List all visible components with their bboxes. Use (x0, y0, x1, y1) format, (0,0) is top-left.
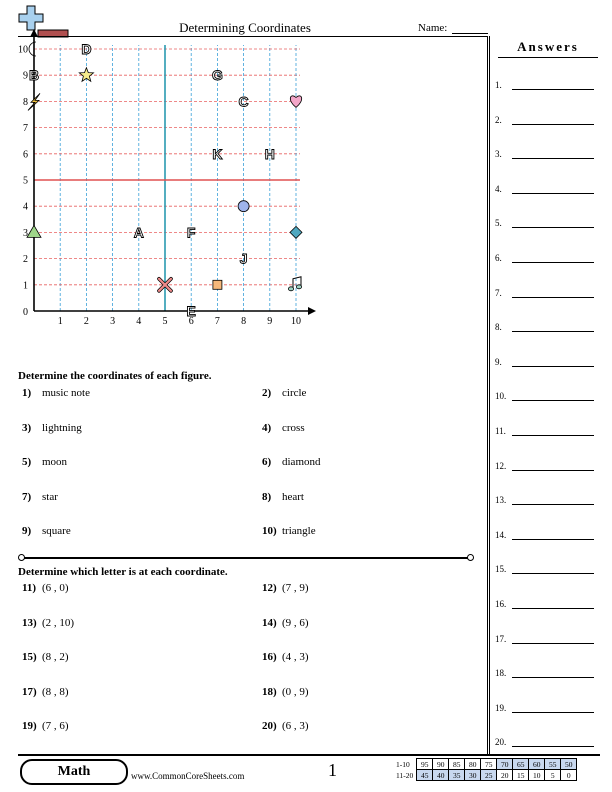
answer-field[interactable] (512, 608, 594, 609)
point-letter-d: D (81, 41, 92, 57)
y-tick-label: 5 (23, 175, 28, 187)
score-cell: 65 (513, 759, 529, 770)
section2-heading: Determine which letter is at each coordinate. (18, 566, 228, 578)
question-number: 15) (22, 651, 37, 663)
answers-heading: Answers (517, 39, 579, 54)
square-icon (213, 280, 222, 289)
answer-number: 13. (495, 495, 507, 506)
point-letter-a: A (133, 224, 144, 241)
heart-icon (290, 96, 301, 108)
x-axis-arrow (308, 307, 316, 315)
y-tick-label: 6 (23, 149, 28, 161)
answer-number: 18. (495, 668, 507, 679)
question-item (22, 456, 67, 472)
y-tick-label: 4 (23, 201, 28, 213)
question-item (22, 525, 71, 541)
answer-row (495, 459, 600, 473)
question-item (262, 387, 306, 403)
diamond-icon (290, 226, 302, 238)
score-cell: 20 (497, 770, 513, 781)
point-letter-c: C (238, 93, 249, 110)
question-text: square (42, 525, 71, 537)
question-item (22, 491, 58, 507)
answer-number: 14. (495, 529, 507, 540)
answer-row (495, 701, 600, 715)
question-item (22, 686, 69, 702)
music-note-icon (288, 287, 293, 291)
question-item (262, 456, 321, 472)
question-number: 11) (22, 582, 37, 594)
answer-number: 16. (495, 599, 507, 609)
x-tick-label: 4 (136, 316, 142, 327)
question-item (22, 651, 69, 667)
score-cell: 40 (433, 770, 449, 781)
answer-number: 12. (495, 460, 507, 471)
question-number: 9) (22, 525, 32, 537)
answer-row (495, 528, 600, 542)
answer-field[interactable] (512, 504, 594, 505)
answer-row (495, 355, 600, 369)
question-text: cross (282, 421, 305, 434)
question-number: 16) (262, 651, 277, 663)
answer-row (495, 320, 600, 334)
section-separator (22, 557, 470, 559)
answer-field[interactable] (512, 539, 594, 540)
answer-field[interactable] (512, 712, 594, 713)
score-cell: 35 (449, 770, 465, 781)
triangle-icon (27, 225, 41, 237)
question-text: (7 , 6) (42, 720, 69, 732)
score-cell: 60 (529, 759, 545, 770)
score-cell: 50 (561, 759, 577, 770)
question-text: triangle (282, 525, 316, 537)
question-text: star (42, 490, 58, 503)
score-cell: 70 (497, 759, 513, 770)
question-text: moon (42, 456, 68, 468)
separator-dot-left (18, 554, 25, 561)
answer-row (495, 735, 600, 749)
score-cell: 25 (481, 770, 497, 781)
score-cell: 45 (417, 770, 433, 781)
answer-field[interactable] (512, 470, 594, 471)
question-text: (0 , 9) (282, 685, 309, 698)
separator-dot-right (467, 554, 474, 561)
answer-field[interactable] (512, 366, 594, 367)
question-item (262, 720, 309, 736)
name-label: Name: (418, 22, 448, 34)
question-number: 13) (22, 616, 37, 629)
answer-number: 9. (495, 356, 502, 367)
score-cell: 15 (513, 770, 529, 781)
answer-field[interactable] (512, 262, 594, 263)
question-text: (7 , 9) (282, 582, 309, 594)
question-item (22, 582, 69, 598)
footer-rule (18, 754, 600, 756)
score-cell: 30 (465, 770, 481, 781)
question-item (262, 651, 309, 667)
question-text: (4 , 3) (282, 651, 309, 663)
answers-heading-rule (498, 57, 598, 58)
coordinate-graph (18, 41, 318, 350)
header-divider (18, 36, 488, 37)
answer-field[interactable] (512, 193, 594, 194)
question-item (262, 582, 309, 598)
answer-row (495, 666, 600, 680)
question-number: 7) (22, 490, 32, 503)
question-text: lightning (42, 421, 82, 434)
answer-number: 6. (495, 253, 502, 263)
y-tick-label: 3 (23, 227, 28, 239)
question-number: 10) (262, 525, 277, 537)
x-tick-label: 1 (57, 316, 63, 327)
answer-number: 7. (495, 287, 502, 298)
point-letter-b: B (28, 67, 40, 84)
answer-row (495, 632, 600, 646)
point-letter-f: F (186, 224, 196, 241)
point-letter-e: E (186, 303, 196, 319)
answer-row (495, 424, 600, 438)
question-number: 6) (262, 456, 272, 468)
x-tick-label: 2 (83, 316, 89, 327)
score-row (394, 770, 577, 781)
answer-number: 3. (495, 149, 502, 160)
answer-field[interactable] (512, 746, 594, 747)
x-tick-label: 10 (291, 316, 301, 327)
answer-number: 4. (495, 183, 502, 194)
answer-number: 8. (495, 322, 502, 333)
point-letter-g: G (211, 67, 223, 84)
question-item (22, 422, 82, 438)
page-number: 1 (328, 760, 337, 780)
music-note-icon-head (296, 285, 301, 289)
score-cell: 0 (561, 770, 577, 781)
answer-field[interactable] (512, 435, 594, 436)
answer-number: 19. (495, 702, 507, 713)
answer-row (495, 147, 600, 161)
question-number: 17) (22, 685, 37, 698)
question-number: 3) (22, 421, 32, 434)
point-letter-h: H (264, 145, 275, 162)
x-tick-label: 6 (188, 316, 194, 327)
question-text: (8 , 8) (42, 685, 69, 698)
answer-number: 11. (495, 426, 506, 436)
answer-number: 10. (495, 391, 507, 402)
question-number: 8) (262, 490, 272, 503)
score-cell: 80 (465, 759, 481, 770)
score-cell: 85 (449, 759, 465, 770)
question-number: 4) (262, 421, 272, 434)
answer-row (495, 78, 600, 92)
question-number: 12) (262, 582, 277, 594)
question-text: music note (42, 387, 90, 399)
question-text: heart (282, 490, 304, 503)
x-tick-label: 5 (162, 316, 168, 327)
question-item (22, 617, 74, 633)
score-row-label: 1-10 (396, 759, 410, 769)
y-tick-label: 7 (23, 123, 28, 135)
question-text: (2 , 10) (42, 616, 75, 629)
answers-divider (487, 36, 493, 754)
score-cell: 75 (481, 759, 497, 770)
answer-field[interactable] (512, 643, 594, 644)
question-number: 2) (262, 387, 272, 399)
question-item (262, 617, 309, 633)
question-item (262, 491, 304, 507)
section1-heading: Determine the coordinates of each figure. (18, 370, 212, 382)
question-item (22, 720, 69, 736)
answer-number: 17. (495, 633, 507, 644)
answer-field[interactable] (512, 331, 594, 332)
answer-number: 1. (495, 80, 502, 90)
y-tick-label: 0 (23, 307, 28, 318)
question-item (262, 422, 305, 438)
question-item (262, 525, 316, 541)
x-tick-label: 8 (241, 316, 247, 327)
y-tick-label: 2 (23, 254, 28, 266)
question-number: 20) (262, 720, 277, 732)
score-row-label: 11-20 (396, 770, 414, 780)
answer-field[interactable] (512, 158, 594, 159)
y-tick-label: 8 (23, 96, 28, 108)
name-field[interactable] (452, 33, 488, 34)
question-number: 5) (22, 456, 32, 468)
question-text: diamond (282, 456, 321, 468)
question-number: 19) (22, 720, 37, 732)
answer-row (495, 562, 600, 576)
question-number: 14) (262, 616, 277, 629)
question-number: 1) (22, 387, 32, 399)
question-number: 18) (262, 685, 277, 698)
score-cell: 55 (545, 759, 561, 770)
answer-field[interactable] (512, 677, 594, 678)
answer-row (495, 113, 600, 127)
point-letter-j: J (239, 250, 248, 267)
answer-row (495, 182, 600, 196)
question-text: circle (282, 387, 307, 399)
score-cell: 95 (417, 759, 433, 770)
answer-number: 5. (495, 218, 502, 229)
question-text: (6 , 3) (282, 720, 309, 732)
answer-row (495, 493, 600, 507)
answer-field[interactable] (512, 400, 594, 401)
answer-row (495, 216, 600, 230)
question-item (262, 686, 309, 702)
y-tick-label: 1 (23, 280, 28, 292)
answer-number: 15. (495, 564, 507, 575)
answer-field[interactable] (512, 124, 594, 125)
subject-badge: Math (20, 759, 128, 785)
circle-icon (238, 201, 249, 212)
answer-row (495, 286, 600, 300)
answer-row (495, 251, 600, 265)
answer-row (495, 597, 600, 611)
score-table (394, 758, 577, 781)
question-text: (6 , 0) (42, 582, 69, 594)
y-tick-label: 10 (18, 44, 28, 56)
answer-field[interactable] (512, 227, 594, 228)
score-row (394, 759, 577, 770)
question-text: (8 , 2) (42, 651, 69, 663)
x-tick-label: 3 (110, 316, 116, 327)
answer-field[interactable] (512, 297, 594, 298)
score-cell: 5 (545, 770, 561, 781)
point-letter-k: K (212, 145, 223, 162)
score-cell: 10 (529, 770, 545, 781)
answer-number: 2. (495, 114, 502, 125)
page-title: Determining Coordinates (179, 20, 311, 35)
answer-field[interactable] (512, 573, 594, 574)
x-tick-label: 9 (267, 316, 273, 327)
question-text: (9 , 6) (282, 616, 309, 629)
score-cell: 90 (433, 759, 449, 770)
question-item (22, 387, 90, 403)
x-tick-label: 7 (214, 316, 220, 327)
site-url: www.CommonCoreSheets.com (131, 771, 245, 781)
answer-row (495, 389, 600, 403)
answer-number: 20. (495, 737, 507, 748)
y-tick-label: 9 (23, 70, 28, 82)
answer-field[interactable] (512, 89, 594, 90)
